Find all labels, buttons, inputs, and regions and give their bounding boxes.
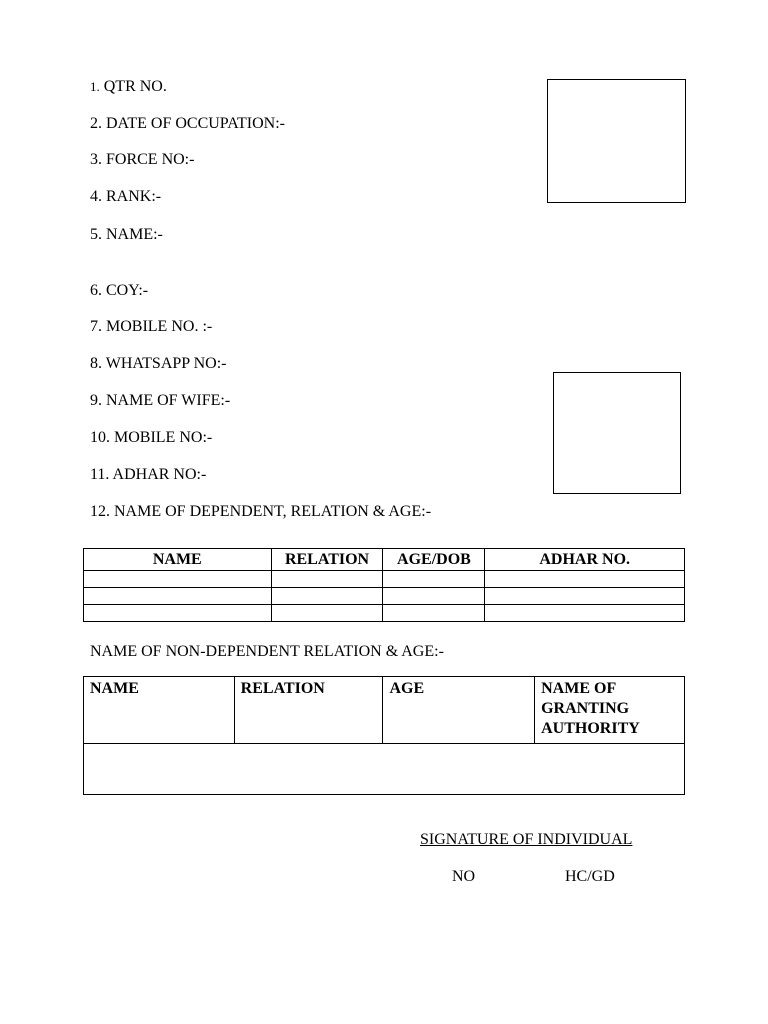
column-header-age-dob: AGE/DOB	[383, 549, 485, 571]
table-cell[interactable]	[84, 744, 685, 795]
non-dependent-heading: NAME OF NON-DEPENDENT RELATION & AGE:-	[90, 643, 444, 660]
field-qtr-no	[90, 77, 167, 97]
field-whatsapp-no: 8. WHATSAPP NO:-	[90, 355, 227, 372]
signature-no-label: NO	[452, 868, 476, 885]
table-cell[interactable]	[84, 588, 272, 605]
field-force-no: 3. FORCE NO:-	[90, 151, 195, 168]
signature-label: SIGNATURE OF INDIVIDUAL	[420, 831, 633, 848]
dependent-table	[83, 548, 685, 622]
table-cell[interactable]	[271, 588, 383, 605]
table-cell[interactable]	[485, 605, 685, 622]
table-row	[84, 744, 685, 795]
column-header-name: NAME	[84, 549, 272, 571]
table-cell[interactable]	[383, 605, 485, 622]
table-cell[interactable]	[84, 571, 272, 588]
table-cell[interactable]	[271, 571, 383, 588]
table-header-row	[84, 677, 685, 744]
field-wife-mobile-no: 10. MOBILE NO:-	[90, 429, 213, 446]
table-cell[interactable]	[271, 605, 383, 622]
table-cell[interactable]	[485, 571, 685, 588]
photo-box-individual	[547, 79, 686, 203]
column-header-adhar-no: ADHAR NO.	[485, 549, 685, 571]
field-number: 1.	[90, 79, 100, 94]
table-cell[interactable]	[383, 588, 485, 605]
table-cell[interactable]	[383, 571, 485, 588]
column-header-name: NAME	[84, 677, 235, 744]
column-header-relation: RELATION	[271, 549, 383, 571]
table-cell[interactable]	[485, 588, 685, 605]
field-rank: 4. RANK:-	[90, 188, 162, 205]
column-header-age: AGE	[383, 677, 535, 744]
non-dependent-table	[83, 676, 685, 795]
field-adhar-no: 11. ADHAR NO:-	[90, 466, 207, 483]
field-date-of-occupation: 2. DATE OF OCCUPATION:-	[90, 115, 285, 132]
table-row	[84, 588, 685, 605]
field-coy: 6. COY:-	[90, 282, 149, 299]
field-dependents-heading: 12. NAME OF DEPENDENT, RELATION & AGE:-	[90, 503, 432, 520]
field-name-of-wife: 9. NAME OF WIFE:-	[90, 392, 231, 409]
table-cell[interactable]	[84, 605, 272, 622]
signature-rank-label: HC/GD	[565, 868, 615, 885]
photo-box-wife	[553, 372, 681, 494]
column-header-relation: RELATION	[234, 677, 383, 744]
field-name: 5. NAME:-	[90, 226, 163, 243]
column-header-granting-authority: NAME OF GRANTING AUTHORITY	[535, 677, 685, 744]
table-header-row	[84, 549, 685, 571]
table-row	[84, 571, 685, 588]
table-row	[84, 605, 685, 622]
field-mobile-no: 7. MOBILE NO. :-	[90, 318, 213, 335]
field-label: QTR NO.	[99, 78, 167, 95]
